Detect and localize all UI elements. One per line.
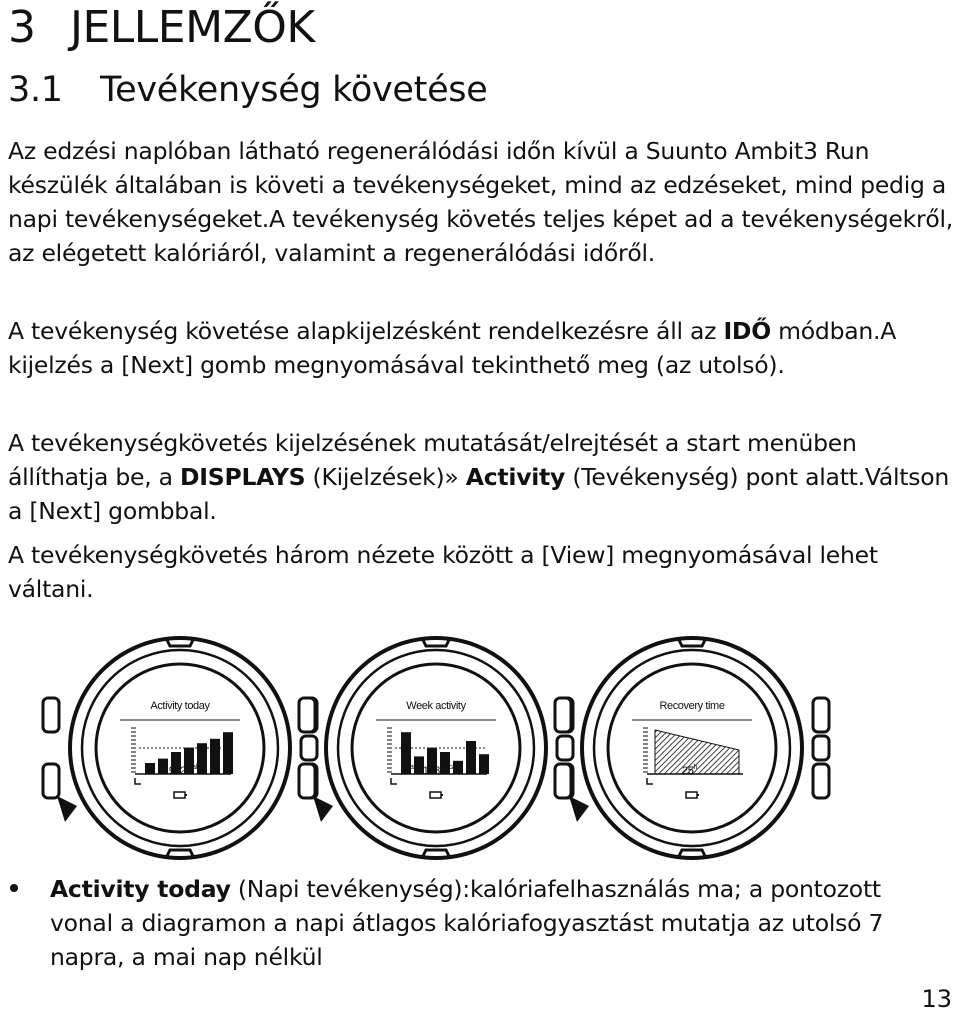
section-heading <box>8 68 487 112</box>
watch-recovery-time <box>547 636 837 866</box>
chapter-heading <box>8 2 315 54</box>
watch-title: Week activity <box>406 700 466 712</box>
section-title: Tevékenység követése <box>100 70 488 110</box>
p3-text-c: (Kijelzések)» <box>305 463 466 491</box>
p3-text-a: A tevékenységkövetés kijelzésének mutatását/elrejtését a start menüben állíthatja be, a <box>8 429 857 491</box>
battery-icon <box>430 792 441 798</box>
watch-value: $1962^{kcal}$ <box>163 764 197 777</box>
battery-tip <box>185 794 187 796</box>
pointer-triangle <box>57 796 77 822</box>
battery-icon <box>174 792 185 798</box>
watch-face <box>547 636 837 866</box>
chart-bar <box>145 763 155 774</box>
watch-title: Activity today <box>150 700 210 712</box>
pointer-triangle <box>313 796 333 822</box>
bullet-dot <box>10 884 18 892</box>
paragraph-intro: Az edzési naplóban látható regenerálódási időn kívül a Suunto Ambit3 Run készülék általában is követi a tevékenységeket, mind az edzéseket, mind pedig a napi tevékenységeket.A tevékenység követés teljes képet ad a tevékenységekről, az elégetett kalóriáról, valamint a regenerálódási időről. <box>8 137 954 267</box>
side-button-left-bottom <box>555 764 571 798</box>
p3-displays: DISPLAYS <box>180 463 306 491</box>
bullet-term: Activity today <box>50 875 231 903</box>
section-number: 3.1 <box>8 70 63 110</box>
watch-activity-today <box>35 636 325 866</box>
chart-bar <box>223 732 233 774</box>
side-button-left-bottom <box>299 764 315 798</box>
side-button-right-bottom <box>813 764 829 798</box>
side-button-left-bottom <box>43 764 59 798</box>
paragraph-views: A tevékenységkövetés három nézete között a [View] megnyomásával lehet váltani. <box>8 541 878 603</box>
chapter-title: JELLEMZŐK <box>70 2 315 53</box>
watch-face <box>35 636 325 866</box>
chart-bar <box>479 754 489 774</box>
watch-week-activity <box>291 636 581 866</box>
chart-bar <box>210 739 220 774</box>
battery-icon <box>686 792 697 798</box>
bullet-text: (Napi tevékenység):kalóriafelhasználás ma; a pontozott vonal a diagramon a napi átlagos kalóriafogyasztást mutatja az utolsó 7 napra, a mai nap nélkül <box>50 875 884 971</box>
watch-face <box>291 636 581 866</box>
watch-value: $^{avg}$ $1936^{kcal}$ <box>410 764 457 777</box>
p3-text-e: (Tevékenység) pont alatt.Váltson a [Next] gombbal. <box>8 463 949 525</box>
chart-bar <box>197 743 207 774</box>
paragraph-displays <box>8 426 954 528</box>
battery-tip <box>441 794 443 796</box>
battery-tip <box>697 794 699 796</box>
chapter-number: 3 <box>8 2 36 53</box>
pointer-triangle <box>569 796 589 822</box>
p3-activity: Activity <box>465 463 566 491</box>
paragraph-time-mode <box>8 314 954 382</box>
chart-bar <box>466 741 476 774</box>
p2-mode-name: IDŐ <box>723 317 771 345</box>
page-number: 13 <box>921 985 952 1013</box>
side-button-right-middle <box>813 736 829 760</box>
bullet-activity-today <box>50 872 930 974</box>
watch-illustrations <box>0 636 960 866</box>
watch-title: Recovery time <box>659 700 725 712</box>
watch-value: 25$^h$ <box>682 764 697 777</box>
p2-text-c: módban.A kijelzés a [Next] gomb megnyomásával tekinthető meg (az utolsó). <box>8 317 897 379</box>
p2-text-a: A tevékenység követése alapkijelzésként rendelkezésre áll az <box>8 317 724 345</box>
